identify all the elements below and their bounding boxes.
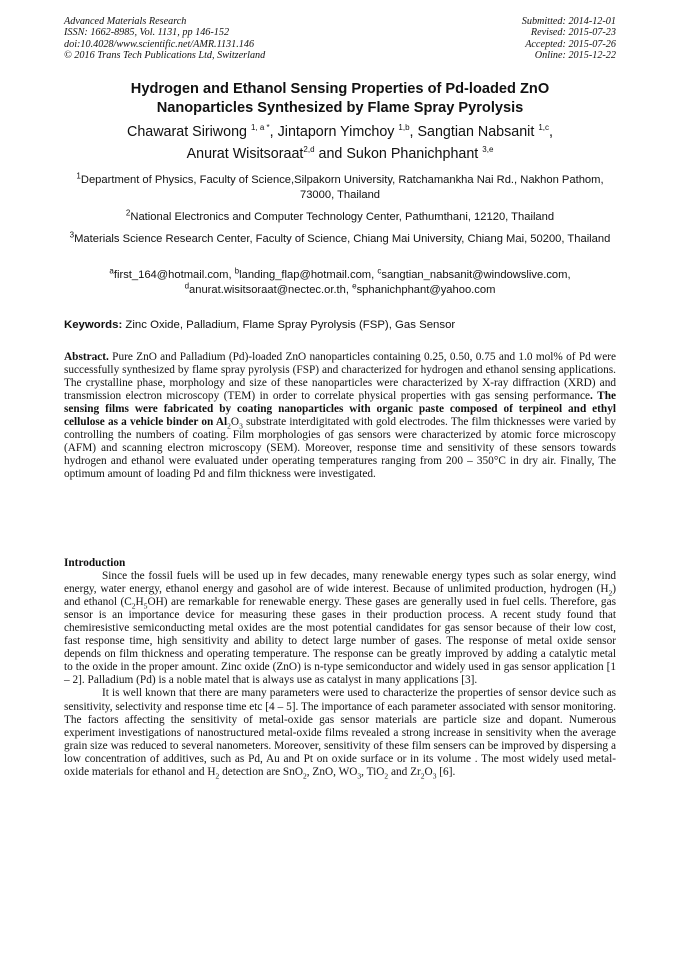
journal-info [64,16,265,62]
email-link[interactable]: sphanichphant@yahoo.com [356,283,496,296]
date-revised: Revised: 2015-07-23 [530,27,616,39]
body-text: detection are SnO [219,765,304,778]
author-emails [64,268,616,297]
body-text: OH) are remarkable for renewable energy. These gases are generally used in fuel cells. Therefore, gas sensor is an importance device for measuring these gases in their production process. A recent study found that chemiresistive semiconducting metal oxides are the most potential candidates for gas sensor because of their low cost, fast response time, high sensitivity and ability to detect large number of gases. The response of metal oxide sensor depends on film thickness and operating temperature. The response can be greatly improved by adding a catalytic metal to the oxide in the proper amount. Zinc oxide (ZnO) is n-type semiconductor and widely used in gas sensor application [1 – 2]. Palladium (Pd) is a noble matel that is always use as catalyst in many applications [3]. [64,596,616,687]
keywords [64,318,616,332]
email-link[interactable]: anurat.wisitsoraat@nectec.or.th, [189,283,353,296]
body-text: , ZnO, WO [306,765,358,778]
abstract-text: O [230,416,240,429]
paper-title [64,80,616,118]
journal-issn: ISSN: 1662-8985, Vol. 1131, pp 146-152 [64,27,230,39]
abstract-text: . The sensing films were fabricated by coating nanoparticles with organic paste composed of terpineol and ethyl cellulose as a vehicle binder on Al [64,390,617,429]
subscript: 2 [608,588,613,598]
subscript: 5 [143,601,148,611]
body-text: , TiO [361,765,385,778]
publication-dates [522,16,616,62]
author-separator: , [549,124,553,140]
section-heading: Introduction [64,557,126,569]
body-text: Since the fossil fuels will be used up in few decades, many renewable energy types such as solar energy, wind energy, water energy, ethanol energy and gasohol are of wide interest. Because of unlimited production, hydrogen (H [64,570,616,596]
subscript: 2 [215,771,220,780]
email-line-2 [64,280,616,298]
intro-paragraph-1 [64,570,616,687]
email-link[interactable]: landing_flap@hotmail.com, [239,269,378,281]
author-affil-mark: 1,c [538,123,549,133]
author-affil-mark: 1,b [398,123,410,133]
email-mark: b [234,266,240,276]
author-name: Anurat Wisitsoraat [186,146,304,162]
body-text: ) and ethanol (C [64,583,616,609]
author-name: and Sukon Phanichphant [314,146,479,162]
body-text: and Zr [388,765,421,778]
affiliation-mark: 3 [69,230,75,240]
subscript: 2 [384,771,389,780]
abstract-paragraph [64,351,616,481]
subscript: 3 [239,421,243,431]
affiliation-3 [64,232,616,247]
subscript: 3 [357,771,362,780]
affiliation-text: Department of Physics, Faculty of Science,Silpakorn University, Ratchamankha Nai Rd., Nakhon Pathom, 73000, Thailand [80,174,604,201]
abstract-text: Pure ZnO and Palladium (Pd)-loaded ZnO nanoparticles containing 0.25, 0.50, 0.75 and 1.0 mol% of Pd were successfully synthesized by flame spray pyrolysis (FSP) and characterized for hydrogen and ethanol sensing applications. The crystalline phase, morphology and size of these nanoparticles were characterized by X-ray diffraction (XRD) and transmission electron microscopy (TEM) in order to correlate physical properties with gas sensing performance [64,351,616,403]
title-line-1: Hydrogen and Ethanol Sensing Properties of Pd-loaded ZnO [130,81,550,97]
email-mark: c [377,266,382,276]
body-text: It is well known that there are many parameters were used to characterize the properties of sensor device such as sensitivity, selectivity and response time etc [4 – 5]. The importance of each parameter associated with sensor monitoring. The factors affecting the sensitivity of metal-oxide gas sensor materials are particle size and dopant. Numerous experiment investigations of nanostructured metal-oxide films revealed a strong increase in sensitivity when the average grain size was reduced to several nanometers. Moreover, sensitivity of these film sensers can be improved by dispersing a low concentration of additives, such as Pd, Au and Pt on oxide surface or in its volume . The most widely used metal-oxide materials for ethanol and H [64,687,616,778]
author-affil-mark: 3,e [482,145,494,155]
affiliation-text: Materials Science Research Center, Faculty of Science, Chiang Mai University, Chiang Mai, 50200, Thailand [74,233,611,245]
affiliation-mark: 2 [125,208,131,218]
email-mark: a [109,266,114,276]
body-text: O [424,765,433,778]
date-online: Online: 2015-12-22 [534,50,616,62]
title-line-2: Nanoparticles Synthesized by Flame Spray Pyrolysis [156,100,524,116]
author-name: , Jintaporn Yimchoy [269,124,395,140]
email-line-1 [64,268,616,283]
keywords-label: Keywords: [64,319,123,331]
author-list [64,121,616,165]
subscript: 2 [131,601,136,611]
author-line-1 [64,121,616,143]
abstract-label: Abstract. [64,351,109,363]
journal-doi: doi:10.4028/www.scientific.net/AMR.1131.146 [64,38,255,50]
affiliation-mark: 1 [76,171,81,181]
affiliation-text: National Electronics and Computer Technology Center, Pathumthani, 12120, Thailand [130,211,555,223]
introduction-section [64,557,616,779]
author-line-2 [64,143,616,165]
email-link[interactable]: first_164@hotmail.com, [113,269,235,281]
email-mark: e [352,280,357,290]
date-accepted: Accepted: 2015-07-26 [525,38,616,50]
author-affil-mark: 1, a * [250,123,270,133]
body-text: H [135,596,144,609]
email-link[interactable]: sangtian_nabsanit@windowslive.com, [381,269,571,281]
affiliation-2 [64,210,616,225]
subscript: 2 [420,771,425,780]
keywords-text: Zinc Oxide, Palladium, Flame Spray Pyrolysis (FSP), Gas Sensor [122,319,456,331]
subscript: 2 [227,421,231,431]
body-text: [6]. [436,765,456,778]
subscript: 2 [303,771,307,780]
intro-paragraph-2 [64,687,616,778]
journal-name: Advanced Materials Research [64,16,187,27]
abstract-text: substrate interdigitated with gold electrodes. The film thicknesses were varied by controlling the numbers of coating. Film morphologies of gas sensors were characterized by atomic force microscopy (AFM) and scanning electron microscopy (SEM). Moreover, response time and sensitivity of these sensors towards hydrogen and ethanol were evaluated under operating temperatures ranging from 200 – 350°C in dry air. Finally, The optimum amount of loading Pd and film thickness were investigated. [64,416,616,481]
date-submitted: Submitted: 2014-12-01 [521,16,616,27]
journal-copyright: © 2016 Trans Tech Publications Ltd, Switzerland [64,50,266,62]
abstract [64,351,616,481]
author-affil-mark: 2,d [303,145,315,155]
author-name: Chawarat Siriwong [127,124,247,140]
email-mark: d [184,280,190,290]
author-name: , Sangtian Nabsanit [409,124,535,140]
affiliation-1 [64,173,616,202]
subscript: 3 [432,771,437,780]
